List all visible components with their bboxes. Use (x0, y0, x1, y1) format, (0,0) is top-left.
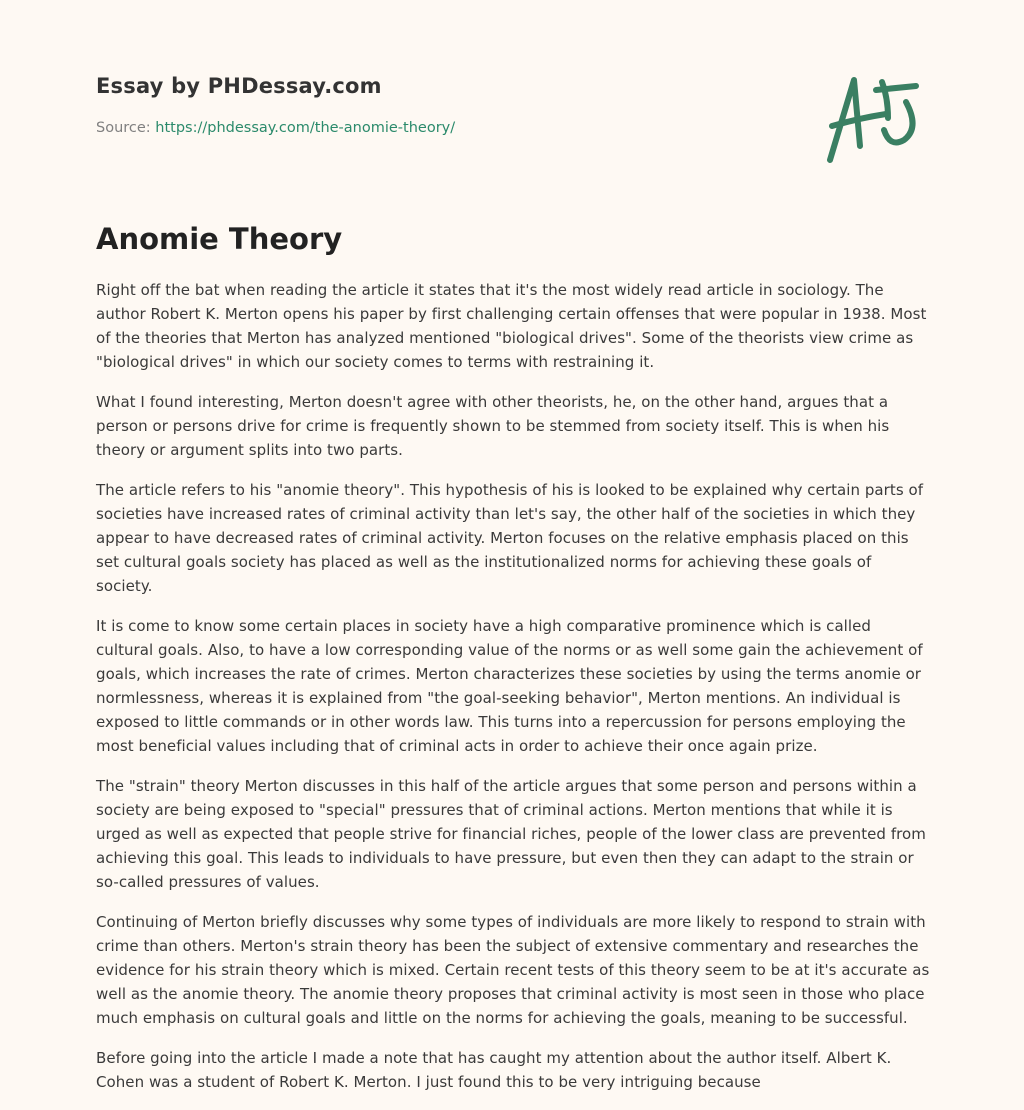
paragraph: Before going into the article I made a note that has caught my attention about the author itself. Albert K. Cohen was a student of Robert K. Merton. I just found this to be very intriguing because (96, 1049, 892, 1091)
paragraph: Continuing of Merton briefly discusses why some types of individuals are more likely to respond to strain with crime than others. Merton's strain theory has been the subject of extensive commentary and researches the evidence for his strain theory which is mixed. Certain recent tests of this theory seem to be at it's accurate as well as the anomie theory. The anomie theory proposes that criminal activity is most seen in those who place much emphasis on cultural goals and little on the norms for achieving the goals, meaning to be successful. (96, 913, 930, 1027)
paragraph: It is come to know some certain places in society have a high comparative prominence which is called cultural goals. Also, to have a low corresponding value of the norms or as well some gain the achievement of goals, which increases the rate of crimes. Merton characterizes these societies by using the terms anomie or normlessness, whereas it is explained from "the goal-seeking behavior", Merton mentions. An individual is exposed to little commands or in other words law. This turns into a repercussion for persons employing the most beneficial values including that of criminal acts in order to achieve their once again prize. (96, 617, 923, 755)
source-line (96, 120, 455, 136)
paragraph: The "strain" theory Merton discusses in this half of the article argues that some person and persons within a society are being exposed to "special" pressures that of criminal actions. Merton mentions that while it is urged as well as expected that people strive for financial riches, people of the lower class are prevented from achieving this goal. This leads to individuals to have pressure, but even then they can adapt to the strain or so-called pressures of values. (96, 777, 926, 891)
article (96, 222, 930, 1110)
paragraph: The article refers to his "anomie theory". This hypothesis of his is looked to be explained why certain parts of societies have increased rates of criminal activity than let's say, the other half of the societies in which they appear to have decreased rates of criminal activity. Merton focuses on the relative emphasis placed on this set cultural goals society has placed as well as the institutionalized norms for achieving these goals of society. (96, 481, 924, 595)
source-label: Source: (96, 120, 151, 136)
article-title: Anomie Theory (96, 222, 343, 256)
paragraph: Right off the bat when reading the article it states that it's the most widely read article in sociology. The author Robert K. Merton opens his paper by first challenging certain offenses that were popular in 1938. Most of the theories that Merton has analyzed mentioned "biological drives". Some of the theorists view crime as "biological drives" in which our society comes to terms with restraining it. (96, 281, 927, 371)
a-plus-logo-icon (820, 68, 930, 168)
page-header (96, 74, 455, 136)
source-link[interactable]: https://phdessay.com/the-anomie-theory/ (155, 120, 456, 136)
site-title: Essay by PHDessay.com (96, 74, 382, 98)
paragraph: What I found interesting, Merton doesn't agree with other theorists, he, on the other hand, argues that a person or persons drive for crime is frequently shown to be stemmed from society itself. This is when his theory or argument splits into two parts. (96, 393, 890, 459)
